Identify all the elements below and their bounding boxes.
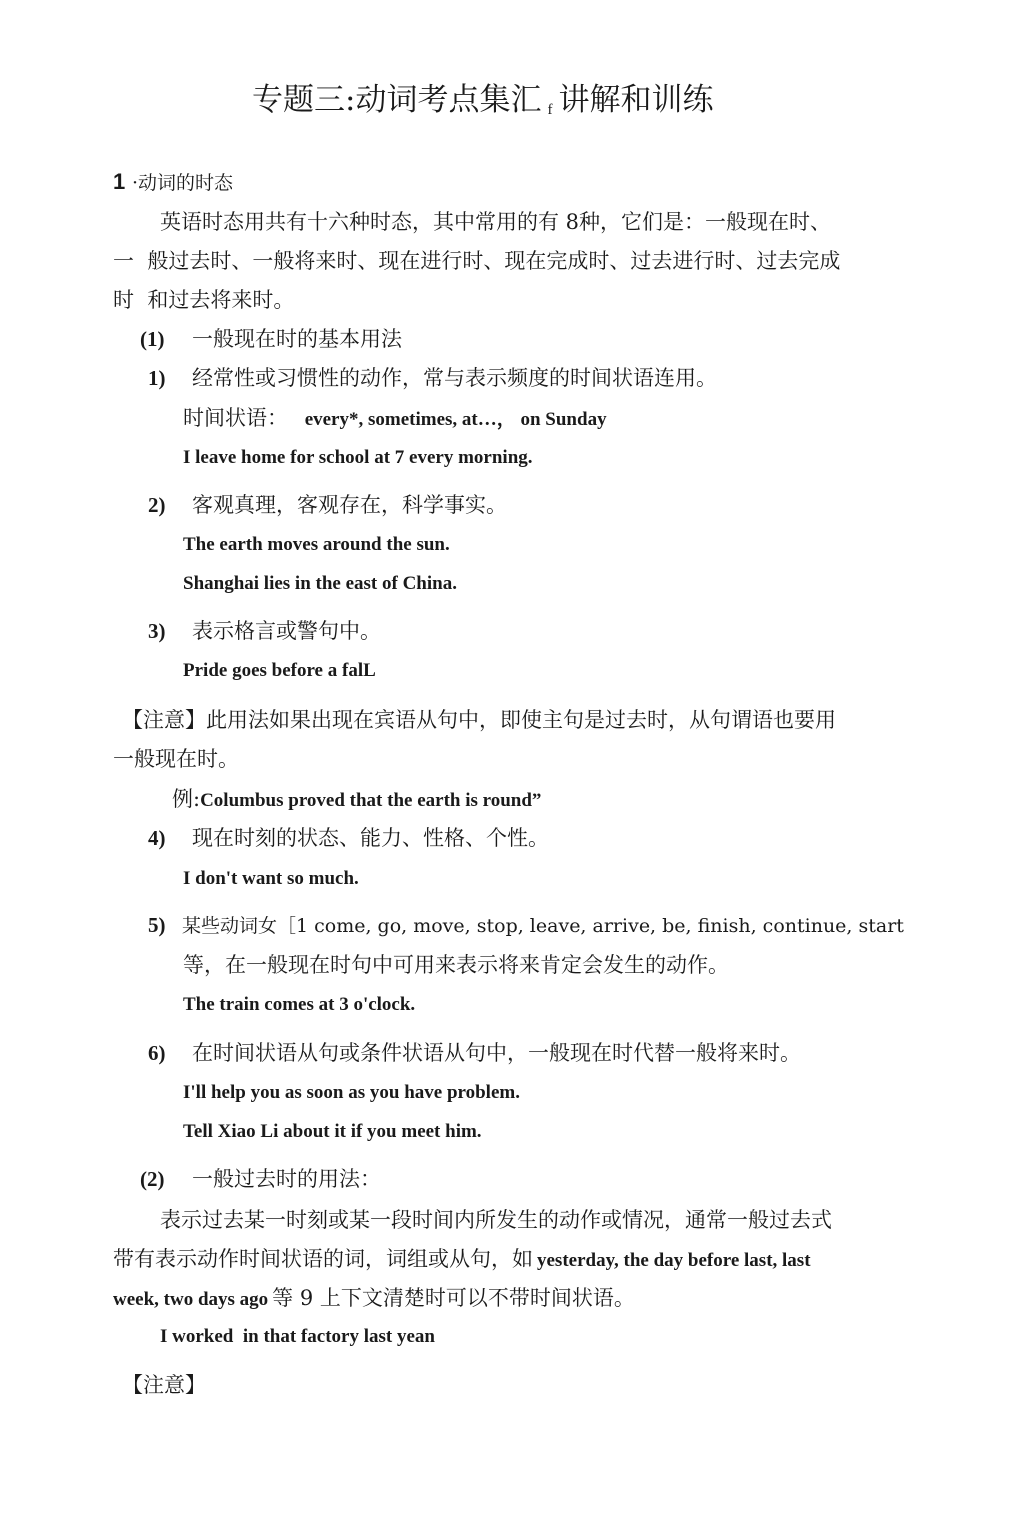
page-title (252, 80, 713, 130)
note-example (172, 786, 541, 814)
part2-line-2-cn: 带有表示动作时间状语的词，词组或从句，如 (113, 1247, 533, 1271)
part2-line-2 (113, 1246, 811, 1274)
example-sentence: I leave home for school at 7 every morning. (183, 447, 533, 468)
part1-heading (140, 326, 402, 352)
item-text: 现在时刻的状态、能力、性格、个性。 (192, 826, 549, 850)
section-heading (113, 169, 233, 196)
list-item (148, 825, 549, 851)
item-number: 6) (148, 1041, 166, 1065)
part2-number: (2) (140, 1167, 165, 1191)
intro-line-3: 时 和过去将来时。 (113, 288, 295, 312)
item-text: 在时间状语从句或条件状语从句中，一般现在时代替一般将来时。 (192, 1041, 801, 1065)
example-text: Columbus proved that the earth is round” (200, 790, 542, 811)
example-sentence: The earth moves around the sun. (183, 534, 450, 555)
part2-line-3-en: week, two days ago (113, 1289, 269, 1310)
part2-title: 一般过去时的用法： (192, 1167, 381, 1191)
item-number: 4) (148, 826, 166, 850)
example-sentence: Shanghai lies in the east of China. (183, 573, 457, 594)
list-item (148, 912, 904, 939)
item-number: 3) (148, 619, 166, 643)
part1-title: 一般现在时的基本用法 (192, 327, 402, 351)
list-item (148, 1040, 801, 1066)
item-continuation: 等，在一般现在时句中可用来表示将来肯定会发生的动作。 (183, 953, 729, 977)
item-number: 5) (148, 913, 166, 937)
title-subscript: f (547, 102, 553, 118)
example-sentence: The train comes at 3 o'clock. (183, 994, 416, 1015)
time-adverbs-list: every*, sometimes, at…， on Sunday (304, 409, 607, 430)
list-item (148, 492, 507, 518)
example-sentence: I worked in that factory last yean (160, 1326, 435, 1347)
item-number: 2) (148, 493, 166, 517)
part2-line-3-cn: 等 9 上下文清楚时可以不带时间状语。 (272, 1286, 635, 1310)
note-line-1: 【注意】此用法如果出现在宾语从句中，即使主句是过去时，从句谓语也要用 (122, 708, 836, 732)
part2-heading (140, 1166, 381, 1192)
section-title: ·动词的时态 (131, 172, 233, 194)
item-text: 表示格言或警句中。 (192, 619, 381, 643)
time-adverbs-label: 时间状语： (183, 406, 288, 430)
intro-line-1: 英语时态用共有十六种时态，其中常用的有 8种，它们是：一般现在时、 (160, 210, 832, 234)
item-text: 客观真理，客观存在，科学事实。 (192, 493, 507, 517)
intro-line-2: 一 般过去时、一般将来时、现在进行时、现在完成时、过去进行时、过去完成 (113, 249, 841, 273)
title-rest: 讲解和训练 (558, 82, 714, 118)
part2-line-2-en: yesterday, the day before last, last (537, 1250, 811, 1271)
example-sentence: Pride goes before a falL (183, 660, 376, 681)
part2-line-3 (113, 1285, 635, 1313)
example-sentence: I'll help you as soon as you have problem. (183, 1082, 520, 1103)
list-item (148, 365, 717, 391)
item-text: 经常性或习惯性的动作，常与表示频度的时间状语连用。 (192, 366, 717, 390)
title-main: 专题三:动词考点集汇 (252, 82, 542, 118)
example-sentence: I don't want so much. (183, 868, 359, 889)
part1-number: (1) (140, 327, 165, 351)
note-line-2: 一般现在时。 (113, 747, 239, 771)
item-text: 某些动词女［1 come, go, move, stop, leave, arrive, be, finish, continue, start (182, 915, 904, 937)
example-label: 例: (172, 787, 201, 811)
time-adverbs (183, 405, 607, 433)
item-number: 1) (148, 366, 166, 390)
list-item (148, 618, 381, 644)
note-label: 【注意】 (122, 1373, 206, 1397)
part2-line-1: 表示过去某一时刻或某一段时间内所发生的动作或情况，通常一般过去式 (160, 1208, 832, 1232)
example-sentence: Tell Xiao Li about it if you meet him. (183, 1121, 482, 1142)
section-number: 1 (113, 169, 126, 194)
